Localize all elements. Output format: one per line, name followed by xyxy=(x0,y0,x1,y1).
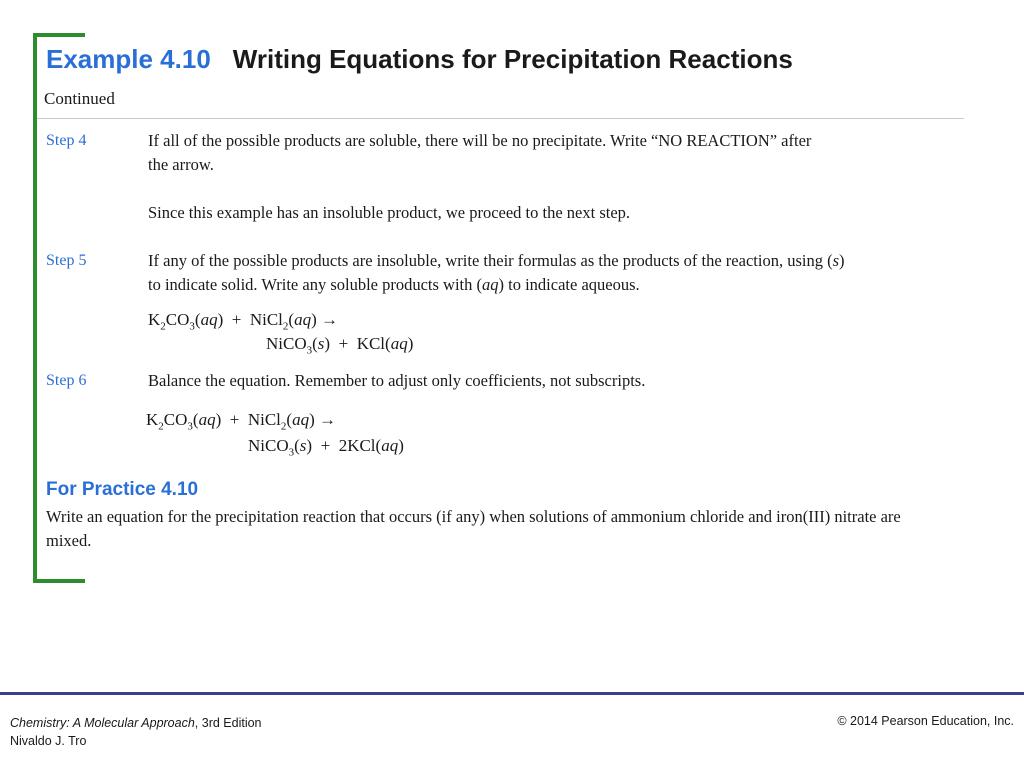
step-5-line-2-aq: aq xyxy=(482,275,499,294)
step-5-line-2-pre: to indicate solid. Write any soluble products with ( xyxy=(148,275,483,294)
equation-2-line-2: NiCO$_3$(s) + 2KCl(aq) xyxy=(248,436,404,459)
step-6-text: Balance the equation. Remember to adjust only coefficients, not subscripts. xyxy=(148,371,646,390)
title-text: Writing Equations for Precipitation Reactions xyxy=(232,44,793,74)
step-4-label: Step 4 xyxy=(46,132,87,149)
bracket-vertical xyxy=(33,33,37,583)
equation-2-line-1: $K_2CO_3(aq)$ + NiCl$_2$(aq) → xyxy=(146,410,336,433)
footer-book-line xyxy=(10,714,262,732)
step-5-line-1-pre: If any of the possible products are insoluble, write their formulas as the products of the reaction, using ( xyxy=(148,251,833,270)
footer-citation xyxy=(10,714,262,750)
bracket-top xyxy=(33,33,85,37)
practice-title: For Practice 4.10 xyxy=(46,479,199,500)
step-5-line-2 xyxy=(148,273,845,297)
step-4-text xyxy=(148,129,811,177)
arrow-icon: → xyxy=(319,410,336,429)
equation-1-line-2: NiCO$_3$(s) + KCl(aq) xyxy=(266,334,414,357)
step-4-line-2: the arrow. xyxy=(148,155,214,174)
slide-title xyxy=(46,44,793,75)
footer-divider xyxy=(0,692,1024,695)
continued-label: Continued xyxy=(44,89,115,108)
practice-text: Write an equation for the precipitation reaction that occurs (if any) when solutions of ammonium chloride and iron(III) nitrate are mixed. xyxy=(46,507,901,550)
step-6-label: Step 6 xyxy=(46,372,87,389)
step-5-text xyxy=(148,249,845,297)
footer-author: Nivaldo J. Tro xyxy=(10,734,87,748)
step-5-label: Step 5 xyxy=(46,252,87,269)
equation-1-line-1: $K_2CO_3(aq)$ + NiCl$_2$(aq) → xyxy=(148,310,338,333)
arrow-icon: → xyxy=(321,310,338,329)
step-5-line-1-s: s xyxy=(832,251,839,270)
header-divider xyxy=(37,118,964,119)
step-5-line-1 xyxy=(148,249,845,273)
step-4-line-1: If all of the possible products are soluble, there will be no precipitate. Write “NO REACTION” after xyxy=(148,131,812,150)
step-5-line-1-post: ) xyxy=(839,251,845,270)
example-number: Example 4.10 xyxy=(46,44,211,74)
step-5-line-2-post: ) to indicate aqueous. xyxy=(498,275,640,294)
step-4-extra: Since this example has an insoluble product, we proceed to the next step. xyxy=(148,203,631,222)
book-edition: , 3rd Edition xyxy=(194,716,262,730)
book-title: Chemistry: A Molecular Approach xyxy=(10,716,195,730)
bracket-bottom xyxy=(33,579,85,583)
footer-copyright: © 2014 Pearson Education, Inc. xyxy=(837,714,1014,728)
